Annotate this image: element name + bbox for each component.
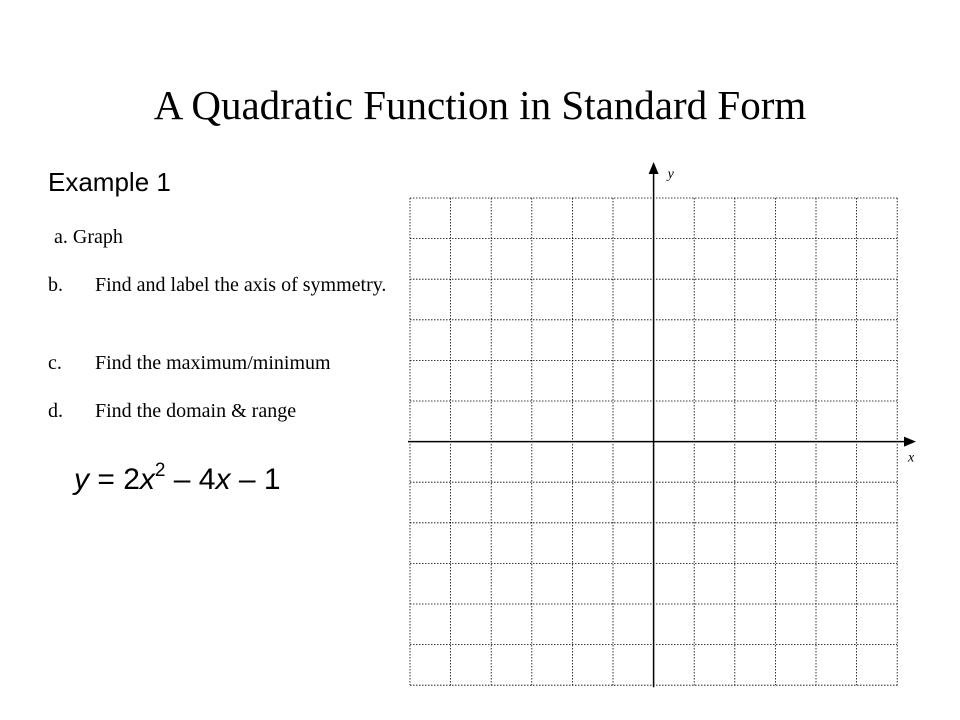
task-b-text: Find and label the axis of symmetry. [95, 274, 387, 296]
equation-part-3: – 1 [230, 463, 281, 496]
task-d-text: Find the domain & range [95, 400, 297, 422]
grid-lines [410, 198, 897, 685]
equation-part-1: = 2 [89, 463, 140, 496]
task-a [54, 224, 123, 250]
example-heading: Example 1 [48, 167, 171, 197]
y-axis-label: y [667, 167, 674, 182]
x-axis-arrow [904, 437, 916, 447]
slide-title: A Quadratic Function in Standard Form [153, 82, 807, 128]
task-a-text: Graph [72, 226, 123, 248]
task-a-letter: a. [54, 226, 68, 248]
task-c-text: Find the maximum/minimum [95, 352, 331, 374]
equation-part-2: – 4 [165, 463, 216, 496]
equation-exponent: 2 [154, 460, 166, 481]
task-b-letter: b. [48, 274, 63, 296]
equation [74, 460, 281, 500]
y-axis-arrow [649, 162, 659, 174]
grid-axes [408, 162, 916, 687]
x-axis-label: x [908, 450, 915, 466]
equation-x-2: x [215, 463, 231, 496]
equation-y: y [74, 463, 89, 496]
task-d-letter: d. [48, 400, 63, 422]
equation-x-1: x [139, 463, 155, 496]
task-c-letter: c. [48, 352, 62, 374]
